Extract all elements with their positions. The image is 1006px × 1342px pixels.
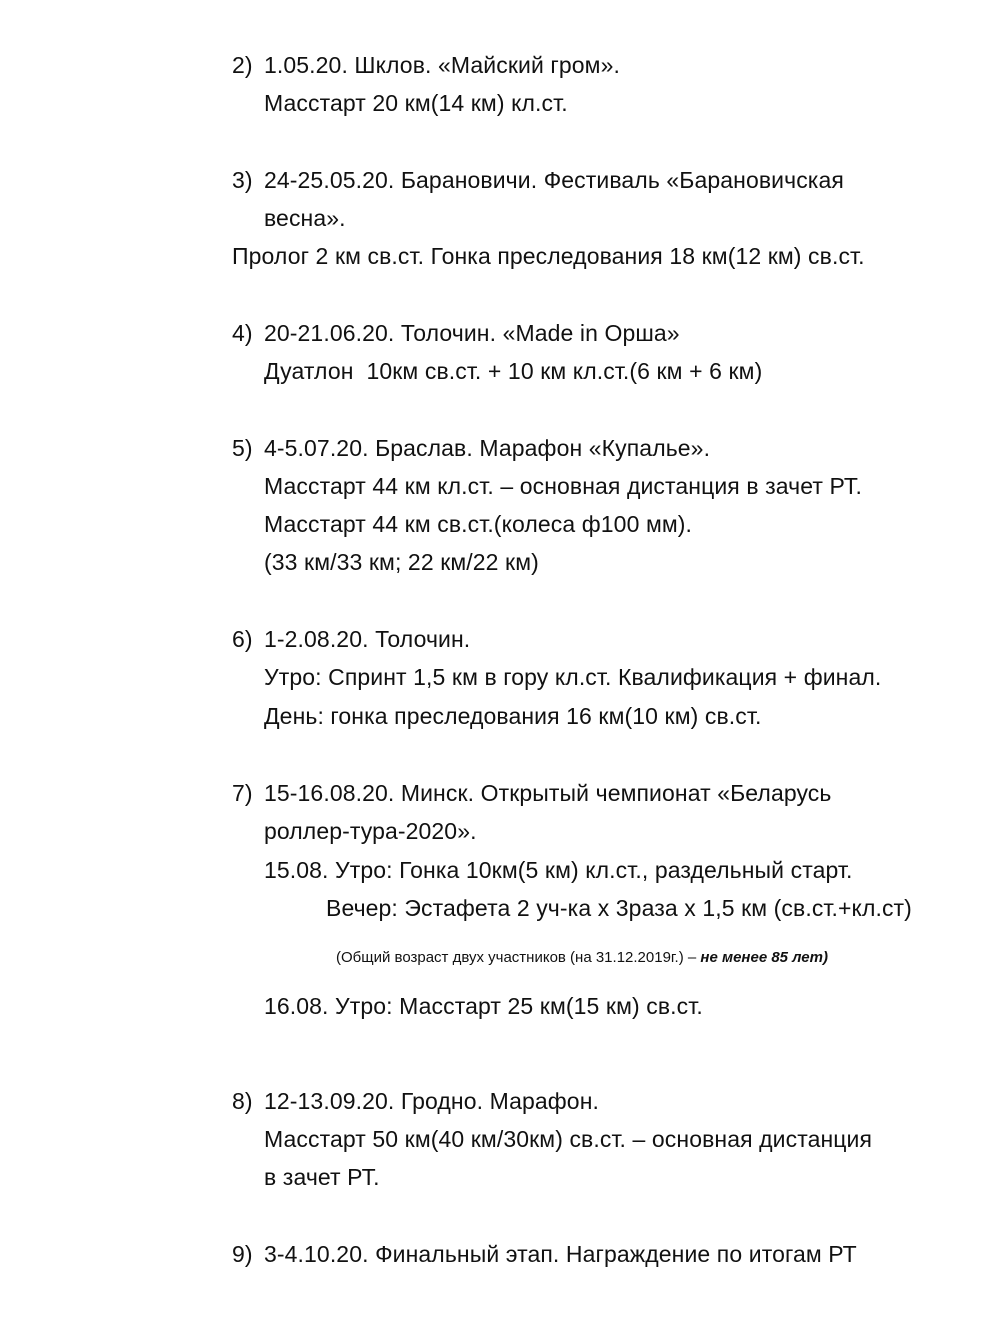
event-2-heading — [232, 50, 620, 80]
event-5-line-3: (33 км/33 км; 22 км/22 км) — [264, 549, 539, 575]
event-7-heading-continuation: роллер-тура-2020». — [264, 818, 477, 844]
event-8-title: 12-13.09.20. Гродно. Марафон. — [264, 1088, 599, 1114]
event-3-title: 24-25.05.20. Барановичи. Фестиваль «Барановичская — [264, 167, 844, 193]
event-5-line-1: Масстарт 44 км кл.ст. – основная дистанция в зачет РТ. — [264, 473, 863, 499]
event-8-line-2: в зачет РТ. — [264, 1164, 380, 1190]
event-6-title: 1-2.08.20. Толочин. — [264, 626, 471, 652]
event-5-title: 4-5.07.20. Браслав. Марафон «Купалье». — [264, 435, 711, 461]
event-7-note-text: (Общий возраст двух участников (на 31.12.2019г.) – — [336, 949, 701, 966]
event-4-title: 20-21.06.20. Толочин. «Made in Орша» — [264, 320, 680, 346]
event-6-line-2: День: гонка преследования 16 км(10 км) св.ст. — [264, 703, 762, 729]
event-4-line-1: Дуатлон 10км св.ст. + 10 км кл.ст.(6 км + 6 км) — [264, 358, 763, 384]
event-3-line-1: Пролог 2 км св.ст. Гонка преследования 18 км(12 км) св.ст. — [232, 243, 865, 269]
event-2-title: 1.05.20. Шклов. «Майский гром». — [264, 52, 620, 78]
event-2-line-1: Масстарт 20 км(14 км) кл.ст. — [264, 90, 568, 116]
event-4-heading — [232, 318, 680, 348]
event-5-number: 5) — [232, 435, 253, 461]
event-2-number: 2) — [232, 52, 253, 78]
event-7-number: 7) — [232, 780, 253, 806]
event-7-line-3: 16.08. Утро: Масстарт 25 км(15 км) св.ст. — [264, 993, 703, 1019]
event-6-heading — [232, 624, 470, 654]
event-9-heading — [232, 1239, 857, 1269]
event-4-number: 4) — [232, 320, 253, 346]
event-8-line-1: Масстарт 50 км(40 км/30км) св.ст. – основная дистанция — [264, 1126, 873, 1152]
event-7-note — [336, 948, 828, 968]
event-7-title: 15-16.08.20. Минск. Открытый чемпионат «Беларусь — [264, 780, 832, 806]
event-8-number: 8) — [232, 1088, 253, 1114]
event-3-heading-continuation: весна». — [264, 205, 346, 231]
event-3-heading — [232, 165, 844, 195]
event-6-line-1: Утро: Спринт 1,5 км в гору кл.ст. Квалификация + финал. — [264, 664, 882, 690]
event-5-line-2: Масстарт 44 км св.ст.(колеса ф100 мм). — [264, 511, 693, 537]
event-8-heading — [232, 1086, 599, 1116]
event-9-title: 3-4.10.20. Финальный этап. Награждение по итогам РТ — [264, 1241, 857, 1267]
event-7-heading — [232, 778, 832, 808]
event-7-line-2: Вечер: Эстафета 2 уч-ка х 3раза х 1,5 км (св.ст.+кл.ст) — [326, 895, 912, 921]
event-7-note-emphasis: не менее 85 лет) — [700, 949, 828, 966]
event-7-line-1: 15.08. Утро: Гонка 10км(5 км) кл.ст., раздельный старт. — [264, 857, 853, 883]
event-5-heading — [232, 433, 710, 463]
event-9-number: 9) — [232, 1241, 253, 1267]
event-6-number: 6) — [232, 626, 253, 652]
event-3-number: 3) — [232, 167, 253, 193]
